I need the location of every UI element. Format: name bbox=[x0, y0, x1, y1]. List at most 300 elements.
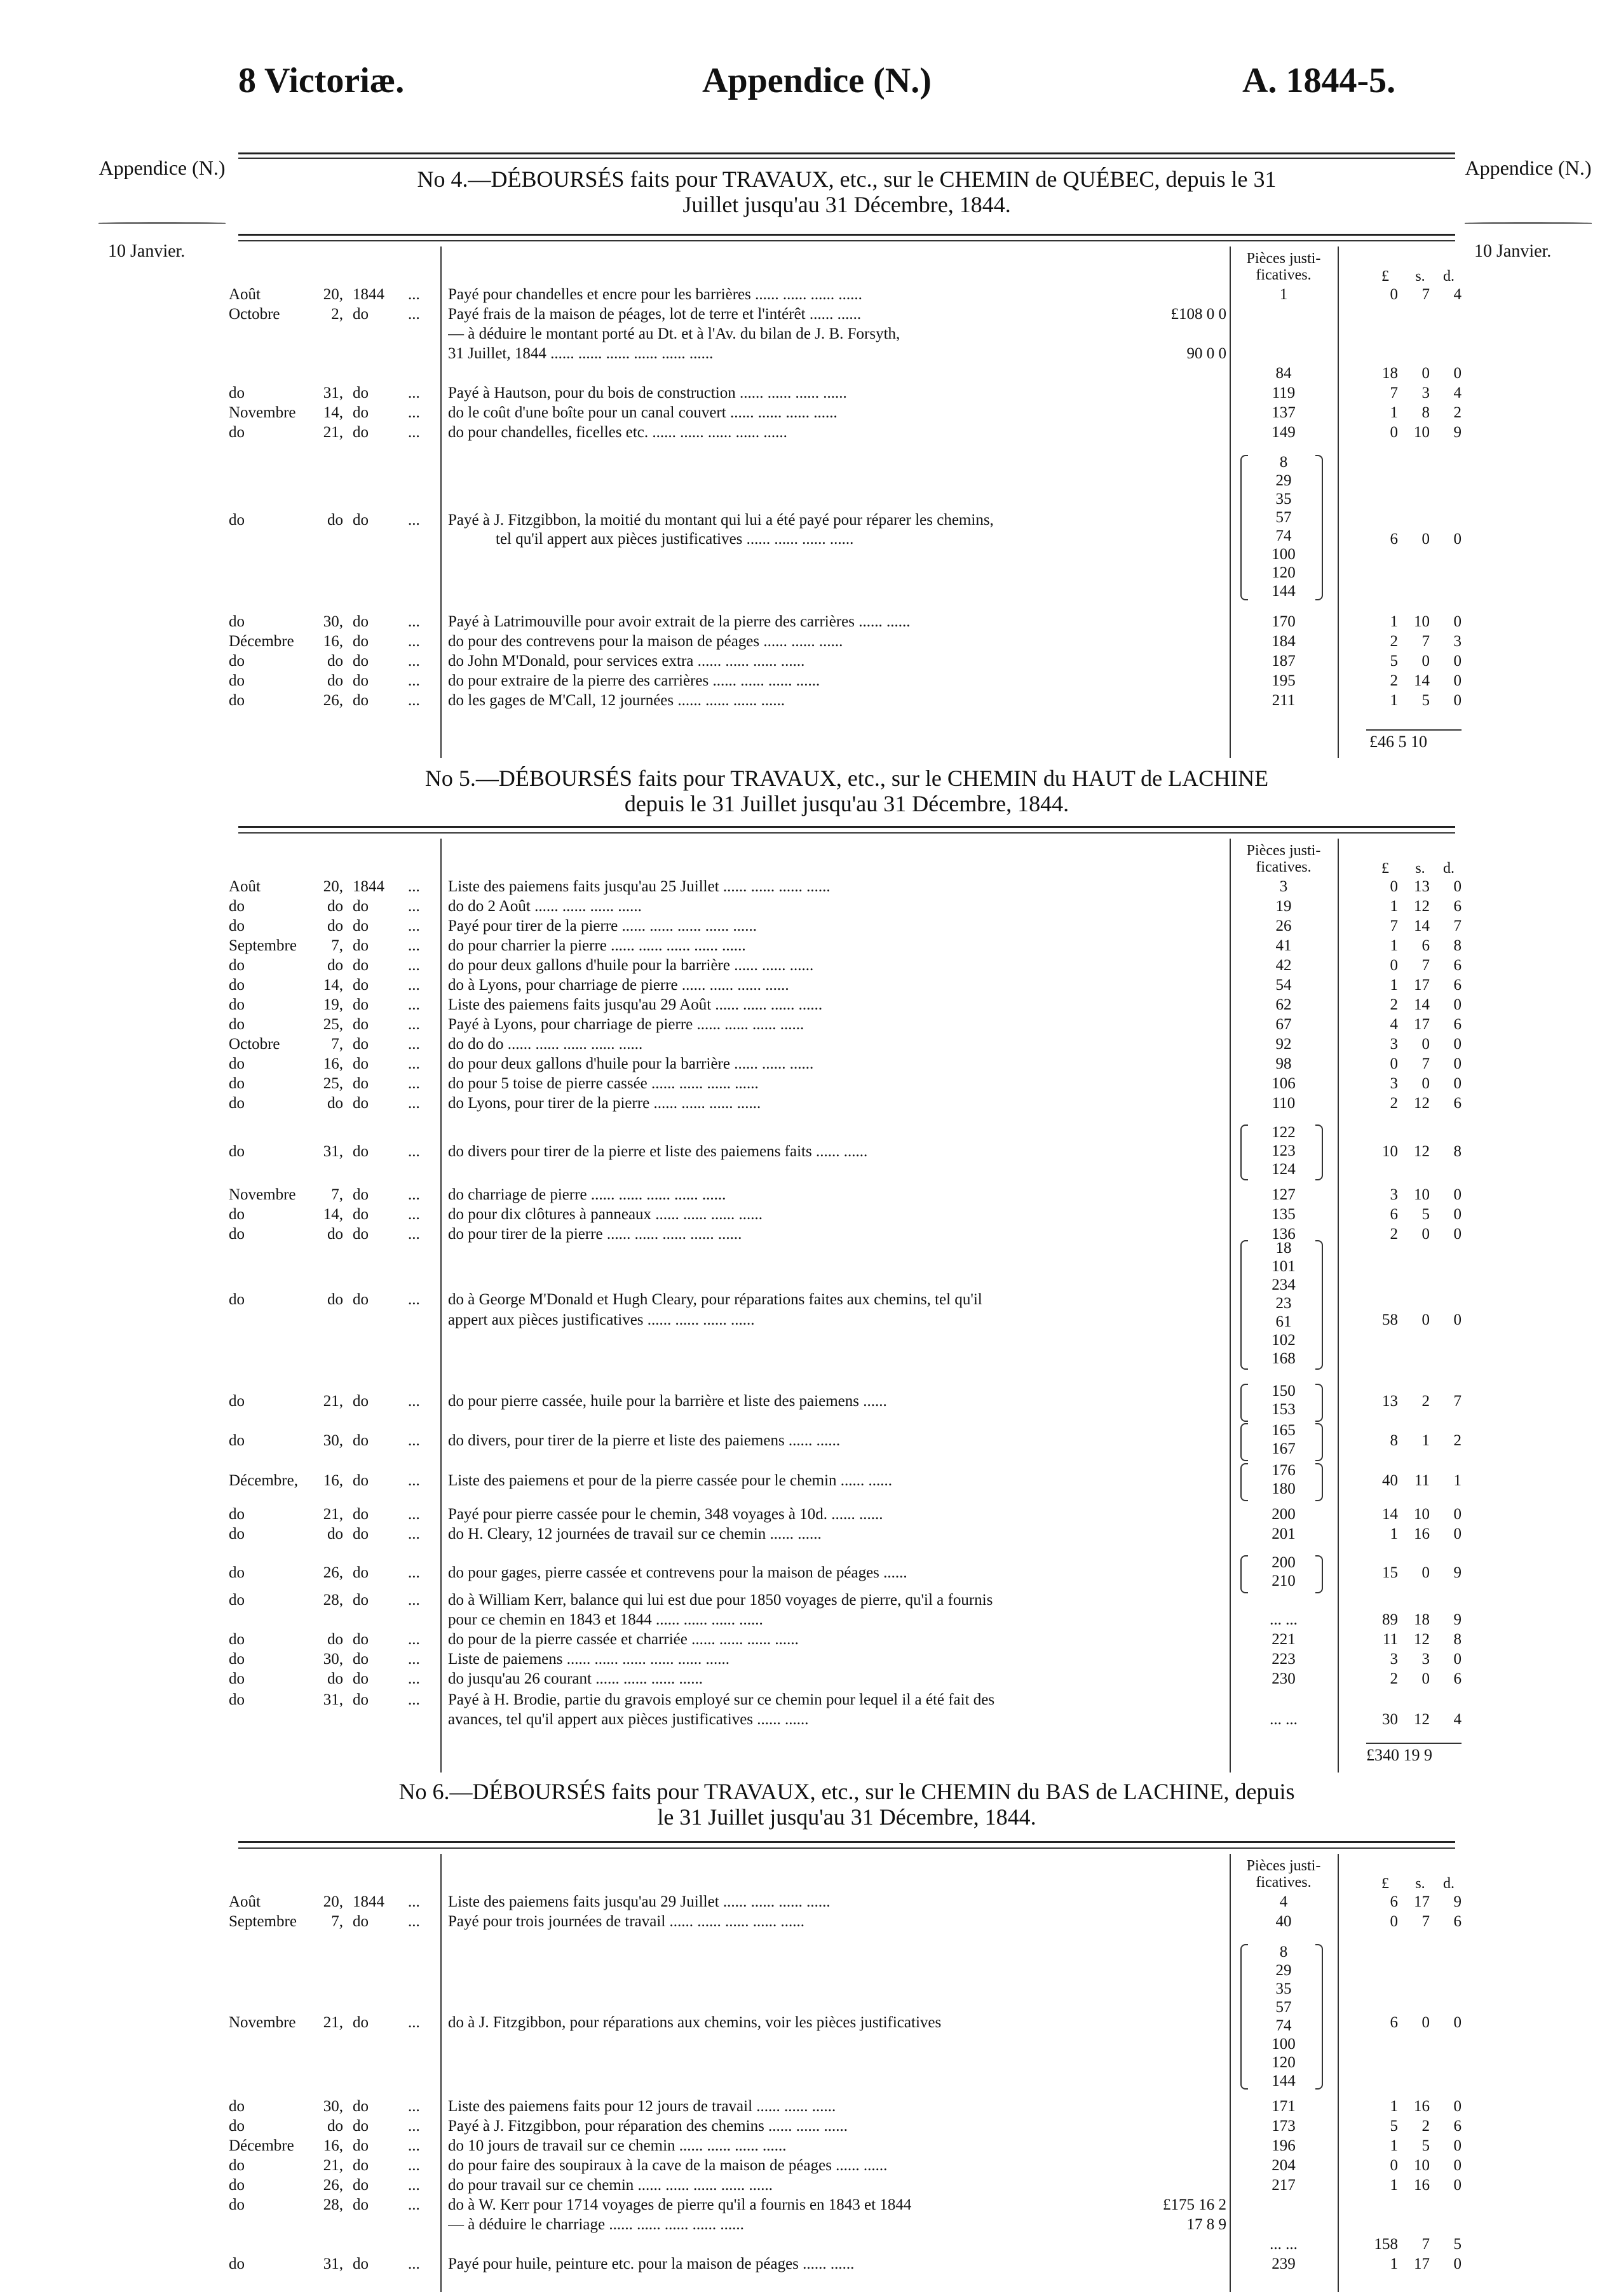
header-left: 8 Victoriæ. bbox=[238, 61, 405, 100]
row-shillings: 14 bbox=[1414, 917, 1430, 935]
row-pounds: 0 bbox=[1390, 2157, 1398, 2174]
row-description: Payé pour huile, peinture etc. pour la maison de péages ...... ...... bbox=[448, 2255, 855, 2272]
row-description: do divers, pour tirer de la pierre et liste des paiemens ...... ...... bbox=[448, 1432, 841, 1449]
row-pounds: 15 bbox=[1382, 1564, 1398, 1581]
row-day: 16, bbox=[323, 1055, 343, 1072]
row-day: do bbox=[327, 672, 343, 689]
row-pounds: 6 bbox=[1390, 1206, 1398, 1223]
pieces-list bbox=[1258, 1461, 1309, 1498]
row-subamount: £108 0 0 bbox=[1170, 306, 1226, 323]
brace-left bbox=[1240, 1384, 1248, 1422]
piece-number: 150 bbox=[1272, 1382, 1296, 1400]
row-year: do bbox=[353, 384, 369, 402]
row-pounds: 3 bbox=[1390, 1651, 1398, 1668]
row-year: do bbox=[353, 957, 369, 974]
brace-right bbox=[1315, 1124, 1323, 1180]
row-month: do bbox=[229, 976, 245, 994]
margin-date-right: 10 Janvier. bbox=[1474, 241, 1552, 261]
table-row bbox=[229, 651, 1462, 671]
row-pounds: 30 bbox=[1382, 1711, 1398, 1728]
row-month: do bbox=[229, 1432, 245, 1449]
row-day: 28, bbox=[323, 2196, 343, 2213]
row-dots: ... bbox=[408, 306, 420, 323]
row-pence: 6 bbox=[1453, 898, 1462, 915]
row-pence: 5 bbox=[1453, 2236, 1462, 2253]
row-shillings: 0 bbox=[1421, 530, 1430, 548]
row-description: do pour deux gallons d'huile pour la barrière ...... ...... ...... bbox=[448, 957, 814, 974]
row-pieces: 3 bbox=[1279, 878, 1288, 895]
row-day: do bbox=[327, 917, 343, 935]
margin-right-brace bbox=[1465, 222, 1592, 224]
row-year: do bbox=[353, 1291, 369, 1308]
row-pieces: 127 bbox=[1272, 1186, 1296, 1203]
row-pieces: 4 bbox=[1279, 1893, 1288, 1910]
row-shillings: 3 bbox=[1421, 384, 1430, 402]
section5-title-line2: depuis le 31 Juillet jusqu'au 31 Décembre, 1844. bbox=[624, 791, 1069, 816]
row-month: do bbox=[229, 384, 245, 402]
piece-number: 35 bbox=[1275, 1980, 1292, 1997]
row-pounds: 58 bbox=[1382, 1311, 1398, 1328]
col-pence: d. bbox=[1443, 268, 1455, 285]
row-dots: ... bbox=[408, 1095, 420, 1112]
row-pounds: 2 bbox=[1390, 996, 1398, 1013]
row-year: do bbox=[353, 511, 369, 529]
table-row bbox=[229, 691, 1462, 710]
rule-s4-top2 bbox=[238, 158, 1455, 159]
table-row bbox=[229, 1649, 1462, 1669]
section4-title bbox=[235, 166, 1458, 217]
row-shillings: 2 bbox=[1421, 2117, 1430, 2135]
row-pieces: 187 bbox=[1272, 652, 1296, 670]
row-shillings: 0 bbox=[1421, 365, 1430, 382]
row-shillings: 1 bbox=[1421, 1432, 1430, 1449]
row-pounds: 1 bbox=[1390, 2177, 1398, 2194]
row-description: — à déduire le montant porté au Dt. et à l'Av. du bilan de J. B. Forsyth, bbox=[448, 325, 900, 342]
row-pounds: 1 bbox=[1390, 976, 1398, 994]
row-pieces: 106 bbox=[1272, 1075, 1296, 1092]
row-pieces: 201 bbox=[1272, 1525, 1296, 1543]
row-shillings: 6 bbox=[1421, 937, 1430, 954]
row-month: Novembre bbox=[229, 2014, 296, 2031]
row-shillings: 17 bbox=[1414, 976, 1430, 994]
row-pounds: 0 bbox=[1390, 286, 1398, 303]
row-month: Août bbox=[229, 1893, 261, 1910]
row-pieces: 217 bbox=[1272, 2177, 1296, 2194]
row-shillings: 0 bbox=[1421, 1226, 1430, 1243]
row-pence: 0 bbox=[1453, 878, 1462, 895]
row-pence: 7 bbox=[1453, 917, 1462, 935]
row-pence: 3 bbox=[1453, 633, 1462, 650]
row-description: do à George M'Donald et Hugh Cleary, pour réparations faites aux chemins, tel qu'il bbox=[448, 1291, 982, 1308]
row-pence: 2 bbox=[1453, 404, 1462, 421]
col-pounds: £ bbox=[1381, 268, 1389, 285]
row-year: do bbox=[353, 1186, 369, 1203]
row-shillings: 10 bbox=[1414, 613, 1430, 630]
pieces-list bbox=[1258, 1382, 1309, 1419]
rule-s4-head bbox=[238, 234, 1455, 236]
row-pieces: 221 bbox=[1272, 1631, 1296, 1648]
row-pieces: 223 bbox=[1272, 1651, 1296, 1668]
brace-left bbox=[1240, 1124, 1248, 1180]
row-dots: ... bbox=[408, 1631, 420, 1648]
row-dots: ... bbox=[408, 424, 420, 441]
row-month: do bbox=[229, 917, 245, 935]
row-pounds: 1 bbox=[1390, 2098, 1398, 2115]
row-dots: ... bbox=[408, 1143, 420, 1160]
row-pounds: 8 bbox=[1390, 1432, 1398, 1449]
col-shillings: s. bbox=[1415, 860, 1425, 877]
section4-table bbox=[229, 240, 1462, 758]
row-pounds: 1 bbox=[1390, 1525, 1398, 1543]
row-description: — à déduire le charriage ...... ...... ...... ...... ...... bbox=[448, 2216, 744, 2233]
row-description: Liste des paiemens faits pour 12 jours de travail ...... ...... ...... bbox=[448, 2098, 836, 2115]
row-dots: ... bbox=[408, 286, 420, 303]
table-row bbox=[229, 324, 1458, 344]
row-description: do H. Cleary, 12 journées de travail sur ce chemin ...... ...... bbox=[448, 1525, 822, 1543]
row-dots: ... bbox=[408, 2014, 420, 2031]
row-pieces: 26 bbox=[1275, 917, 1292, 935]
row-description: do les gages de M'Call, 12 journées ...... ...... ...... ...... bbox=[448, 692, 785, 709]
col-pieces: Pièces justi- ficatives. bbox=[1246, 842, 1321, 875]
row-pence: 6 bbox=[1453, 2117, 1462, 2135]
row-year: 1844 bbox=[353, 878, 384, 895]
row-day: 31, bbox=[323, 1691, 343, 1708]
row-month: Août bbox=[229, 286, 261, 303]
row-dots: ... bbox=[408, 1506, 420, 1523]
row-pounds: 0 bbox=[1390, 957, 1398, 974]
row-pence: 0 bbox=[1453, 652, 1462, 670]
row-pence: 0 bbox=[1453, 1506, 1462, 1523]
row-pounds: 7 bbox=[1390, 384, 1398, 402]
row-dots: ... bbox=[408, 1670, 420, 1687]
piece-number: 100 bbox=[1272, 2036, 1296, 2053]
row-month: do bbox=[229, 1651, 245, 1668]
row-month: do bbox=[229, 2098, 245, 2115]
row-month: Décembre bbox=[229, 2137, 294, 2154]
piece-number: 144 bbox=[1272, 2072, 1296, 2090]
piece-number: 74 bbox=[1275, 527, 1292, 544]
row-year: do bbox=[353, 1472, 369, 1489]
row-dots: ... bbox=[408, 2157, 420, 2174]
row-month: do bbox=[229, 898, 245, 915]
row-description: Payé à J. Fitzgibbon, la moitié du montant qui lui a été payé pour réparer les chemins, bbox=[448, 511, 994, 529]
row-year: do bbox=[353, 306, 369, 323]
row-dots: ... bbox=[408, 1186, 420, 1203]
section4-title-line2: Juillet jusqu'au 31 Décembre, 1844. bbox=[682, 192, 1011, 217]
margin-left-label bbox=[95, 156, 229, 180]
piece-number: 123 bbox=[1272, 1142, 1296, 1159]
row-description: Payé à J. Fitzgibbon, pour réparation des chemins ...... ...... ...... bbox=[448, 2117, 848, 2135]
table-row bbox=[229, 2215, 1458, 2234]
row-month: do bbox=[229, 692, 245, 709]
row-dots: ... bbox=[408, 2255, 420, 2272]
row-month: Août bbox=[229, 878, 261, 895]
piece-number: 153 bbox=[1272, 1401, 1296, 1418]
row-pounds: 11 bbox=[1382, 1631, 1398, 1648]
margin-right-text: Appendice (N.) bbox=[1465, 156, 1592, 179]
row-description: appert aux pièces justificatives ...... ...... ...... ...... bbox=[448, 1311, 755, 1328]
piece-number: 74 bbox=[1275, 2017, 1292, 2034]
row-description: Payé à Hautson, pour du bois de construction ...... ...... ...... ...... bbox=[448, 384, 847, 402]
row-month: do bbox=[229, 1291, 245, 1308]
row-description: Payé pour tirer de la pierre ...... ...... ...... ...... ...... bbox=[448, 917, 757, 935]
row-month: do bbox=[229, 613, 245, 630]
row-dots: ... bbox=[408, 1591, 420, 1609]
row-pence: 8 bbox=[1453, 937, 1462, 954]
row-pieces: 200 bbox=[1272, 1506, 1296, 1523]
row-year: do bbox=[353, 1075, 369, 1092]
row-shillings: 2 bbox=[1421, 1393, 1430, 1410]
row-pounds: 5 bbox=[1390, 2117, 1398, 2135]
row-pounds: 3 bbox=[1390, 1036, 1398, 1053]
piece-number: 234 bbox=[1272, 1276, 1296, 1293]
piece-number: 8 bbox=[1279, 1943, 1288, 1961]
section4-title-line1: No 4.—DÉBOURSÉS faits pour TRAVAUX, etc., sur le CHEMIN de QUÉBEC, depuis le 31 bbox=[417, 166, 1277, 192]
row-shillings: 12 bbox=[1414, 1631, 1430, 1648]
row-month: Octobre bbox=[229, 1036, 280, 1053]
row-day: do bbox=[327, 1525, 343, 1543]
row-day: 16, bbox=[323, 633, 343, 650]
row-description: do jusqu'au 26 courant ...... ...... ...... ...... bbox=[448, 1670, 703, 1687]
row-day: 7, bbox=[331, 1036, 343, 1053]
row-day: 30, bbox=[323, 613, 343, 630]
row-day: do bbox=[327, 511, 343, 529]
row-pounds: 1 bbox=[1390, 692, 1398, 709]
row-pence: 4 bbox=[1453, 286, 1462, 303]
row-pence: 0 bbox=[1453, 530, 1462, 548]
row-pounds: 18 bbox=[1382, 365, 1398, 382]
row-shillings: 0 bbox=[1421, 1670, 1430, 1687]
row-day: 26, bbox=[323, 2177, 343, 2194]
row-dots: ... bbox=[408, 1291, 420, 1308]
row-shillings: 7 bbox=[1421, 2236, 1430, 2253]
row-pieces: 239 bbox=[1272, 2255, 1296, 2272]
row-year: do bbox=[353, 1036, 369, 1053]
piece-number: 180 bbox=[1272, 1480, 1296, 1497]
row-pence: 0 bbox=[1453, 1651, 1462, 1668]
row-pence: 0 bbox=[1453, 1055, 1462, 1072]
row-pence: 6 bbox=[1453, 976, 1462, 994]
col-pieces: Pièces justi- ficatives. bbox=[1246, 1858, 1321, 1891]
row-year: do bbox=[353, 1226, 369, 1243]
row-year: do bbox=[353, 976, 369, 994]
row-pounds: 2 bbox=[1390, 1670, 1398, 1687]
row-pieces: 92 bbox=[1275, 1036, 1292, 1053]
row-pounds: 7 bbox=[1390, 917, 1398, 935]
row-year: do bbox=[353, 2255, 369, 2272]
row-shillings: 0 bbox=[1421, 1036, 1430, 1053]
row-dots: ... bbox=[408, 2137, 420, 2154]
table-row bbox=[229, 1034, 1462, 1054]
row-pounds: 40 bbox=[1382, 1472, 1398, 1489]
row-description: do do do ...... ...... ...... ...... ...... bbox=[448, 1036, 643, 1053]
brace-left bbox=[1240, 1423, 1248, 1461]
row-month: Octobre bbox=[229, 306, 280, 323]
row-dots: ... bbox=[408, 2177, 420, 2194]
piece-number: 120 bbox=[1272, 564, 1296, 581]
row-pounds: 1 bbox=[1390, 937, 1398, 954]
row-dots: ... bbox=[408, 1055, 420, 1072]
row-month: Décembre bbox=[229, 633, 294, 650]
row-dots: ... bbox=[408, 1691, 420, 1708]
table-row bbox=[229, 2156, 1462, 2175]
row-pieces: ... ... bbox=[1270, 1611, 1298, 1628]
table-row bbox=[229, 896, 1462, 916]
row-month: do bbox=[229, 672, 245, 689]
row-description: Payé pour chandelles et encre pour les barrières ...... ...... ...... ...... bbox=[448, 286, 862, 303]
row-description: do pour travail sur ce chemin ...... ...... ...... ...... ...... bbox=[448, 2177, 773, 2194]
table-row bbox=[229, 1610, 1462, 1630]
rule-s5-head bbox=[238, 826, 1455, 828]
row-subamount: 17 8 9 bbox=[1186, 2216, 1226, 2233]
brace-left bbox=[1240, 1944, 1248, 2090]
row-dots: ... bbox=[408, 672, 420, 689]
row-pieces: ... ... bbox=[1270, 1711, 1298, 1728]
col-pieces: Pièces justi- ficatives. bbox=[1246, 250, 1321, 283]
row-day: 21, bbox=[323, 2157, 343, 2174]
row-pounds: 5 bbox=[1390, 652, 1398, 670]
row-pence: 0 bbox=[1453, 2157, 1462, 2174]
row-pounds: 14 bbox=[1382, 1506, 1398, 1523]
piece-number: 61 bbox=[1275, 1313, 1292, 1330]
piece-number: 124 bbox=[1272, 1161, 1296, 1178]
table-row bbox=[229, 1054, 1462, 1074]
row-description: Payé à Lyons, pour charriage de pierre ...... ...... ...... ...... bbox=[448, 1016, 804, 1033]
row-year: do bbox=[353, 1432, 369, 1449]
row-dots: ... bbox=[408, 1893, 420, 1910]
pieces-list bbox=[1258, 1943, 1309, 2090]
row-pounds: 2 bbox=[1390, 672, 1398, 689]
row-shillings: 17 bbox=[1414, 1893, 1430, 1910]
total-rule bbox=[1366, 1743, 1462, 1744]
row-pounds: 0 bbox=[1390, 1913, 1398, 1930]
row-month: do bbox=[229, 1631, 245, 1648]
row-day: 7, bbox=[331, 1186, 343, 1203]
row-pence: 4 bbox=[1453, 1711, 1462, 1728]
row-dots: ... bbox=[408, 996, 420, 1013]
row-shillings: 10 bbox=[1414, 1186, 1430, 1203]
rule-s4-top bbox=[238, 152, 1455, 154]
row-day: do bbox=[327, 652, 343, 670]
row-shillings: 0 bbox=[1421, 1564, 1430, 1581]
piece-number: 102 bbox=[1272, 1332, 1296, 1349]
table-row bbox=[229, 1205, 1462, 1224]
row-day: 7, bbox=[331, 937, 343, 954]
row-dots: ... bbox=[408, 2196, 420, 2213]
row-pounds: 2 bbox=[1390, 1095, 1398, 1112]
row-pounds: 3 bbox=[1390, 1186, 1398, 1203]
row-description: pour ce chemin en 1843 et 1844 ...... ...... ...... ...... bbox=[448, 1611, 763, 1628]
table-row bbox=[229, 2195, 1458, 2215]
table-row bbox=[229, 403, 1462, 422]
row-pieces: 62 bbox=[1275, 996, 1292, 1013]
row-month: Septembre bbox=[229, 937, 297, 954]
row-pence: 6 bbox=[1453, 1670, 1462, 1687]
row-day: 2, bbox=[331, 306, 343, 323]
row-month: do bbox=[229, 511, 245, 529]
row-shillings: 5 bbox=[1421, 1206, 1430, 1223]
row-subamount: 90 0 0 bbox=[1186, 345, 1226, 362]
row-pence: 6 bbox=[1453, 1095, 1462, 1112]
table-row bbox=[229, 1504, 1462, 1524]
row-dots: ... bbox=[408, 1206, 420, 1223]
row-year: do bbox=[353, 2177, 369, 2194]
col-pounds: £ bbox=[1381, 860, 1389, 877]
row-day: 21, bbox=[323, 1506, 343, 1523]
col-shillings: s. bbox=[1415, 268, 1425, 285]
margin-date-left: 10 Janvier. bbox=[108, 241, 186, 261]
row-pieces: 41 bbox=[1275, 937, 1292, 954]
row-pounds: 4 bbox=[1390, 1016, 1398, 1033]
pieces-list bbox=[1258, 1239, 1309, 1368]
row-pieces: 230 bbox=[1272, 1670, 1296, 1687]
row-shillings: 14 bbox=[1414, 996, 1430, 1013]
row-day: 31, bbox=[323, 2255, 343, 2272]
row-day: do bbox=[327, 1291, 343, 1308]
table-row bbox=[229, 422, 1462, 442]
table-row bbox=[229, 916, 1462, 936]
row-day: 30, bbox=[323, 2098, 343, 2115]
row-description: do pour charrier la pierre ...... ...... ...... ...... ...... bbox=[448, 937, 746, 954]
row-pounds: 6 bbox=[1390, 530, 1398, 548]
row-dots: ... bbox=[408, 2098, 420, 2115]
row-day: 25, bbox=[323, 1075, 343, 1092]
row-pounds: 13 bbox=[1382, 1393, 1398, 1410]
piece-number: 167 bbox=[1272, 1440, 1296, 1457]
row-dots: ... bbox=[408, 976, 420, 994]
row-pence: 9 bbox=[1453, 1564, 1462, 1581]
row-pence: 0 bbox=[1453, 1226, 1462, 1243]
row-description: do John M'Donald, pour services extra ...... ...... ...... ...... bbox=[448, 652, 805, 670]
row-year: do bbox=[353, 2014, 369, 2031]
table-row bbox=[229, 383, 1462, 403]
section5-title-line1: No 5.—DÉBOURSÉS faits pour TRAVAUX, etc., sur le CHEMIN du HAUT de LACHINE bbox=[424, 766, 1269, 791]
table-row bbox=[229, 1710, 1462, 1729]
row-description: do à Lyons, pour charriage de pierre ...... ...... ...... ...... bbox=[448, 976, 789, 994]
row-shillings: 16 bbox=[1414, 2098, 1430, 2115]
row-shillings: 8 bbox=[1421, 404, 1430, 421]
row-pieces: 98 bbox=[1275, 1055, 1292, 1072]
row-month: do bbox=[229, 652, 245, 670]
pieces-list bbox=[1258, 1553, 1309, 1590]
row-description: Payé pour trois journées de travail ...... ...... ...... ...... ...... bbox=[448, 1913, 805, 1930]
row-description: Liste des paiemens faits jusqu'au 25 Juillet ...... ...... ...... ...... bbox=[448, 878, 831, 895]
row-pieces: 40 bbox=[1275, 1913, 1292, 1930]
row-shillings: 16 bbox=[1414, 1525, 1430, 1543]
table-row bbox=[229, 975, 1462, 995]
row-month: do bbox=[229, 1564, 245, 1581]
row-year: do bbox=[353, 1651, 369, 1668]
row-pence: 0 bbox=[1453, 692, 1462, 709]
brace-right bbox=[1315, 455, 1323, 600]
row-month: Novembre bbox=[229, 1186, 296, 1203]
row-day: 20, bbox=[323, 878, 343, 895]
row-description: Liste des paiemens faits jusqu'au 29 Juillet ...... ...... ...... ...... bbox=[448, 1893, 831, 1910]
total-rule bbox=[1366, 729, 1462, 731]
row-pieces: 67 bbox=[1275, 1016, 1292, 1033]
pieces-list bbox=[1258, 1421, 1309, 1458]
row-pounds: 6 bbox=[1390, 2014, 1398, 2031]
table-row bbox=[229, 1630, 1462, 1649]
row-day: 30, bbox=[323, 1651, 343, 1668]
row-shillings: 17 bbox=[1414, 1016, 1430, 1033]
row-pence: 0 bbox=[1453, 2137, 1462, 2154]
row-day: do bbox=[327, 1095, 343, 1112]
row-description: do charriage de pierre ...... ...... ...... ...... ...... bbox=[448, 1186, 726, 1203]
table-row bbox=[229, 1690, 1458, 1710]
row-year: do bbox=[353, 937, 369, 954]
row-day: 20, bbox=[323, 1893, 343, 1910]
